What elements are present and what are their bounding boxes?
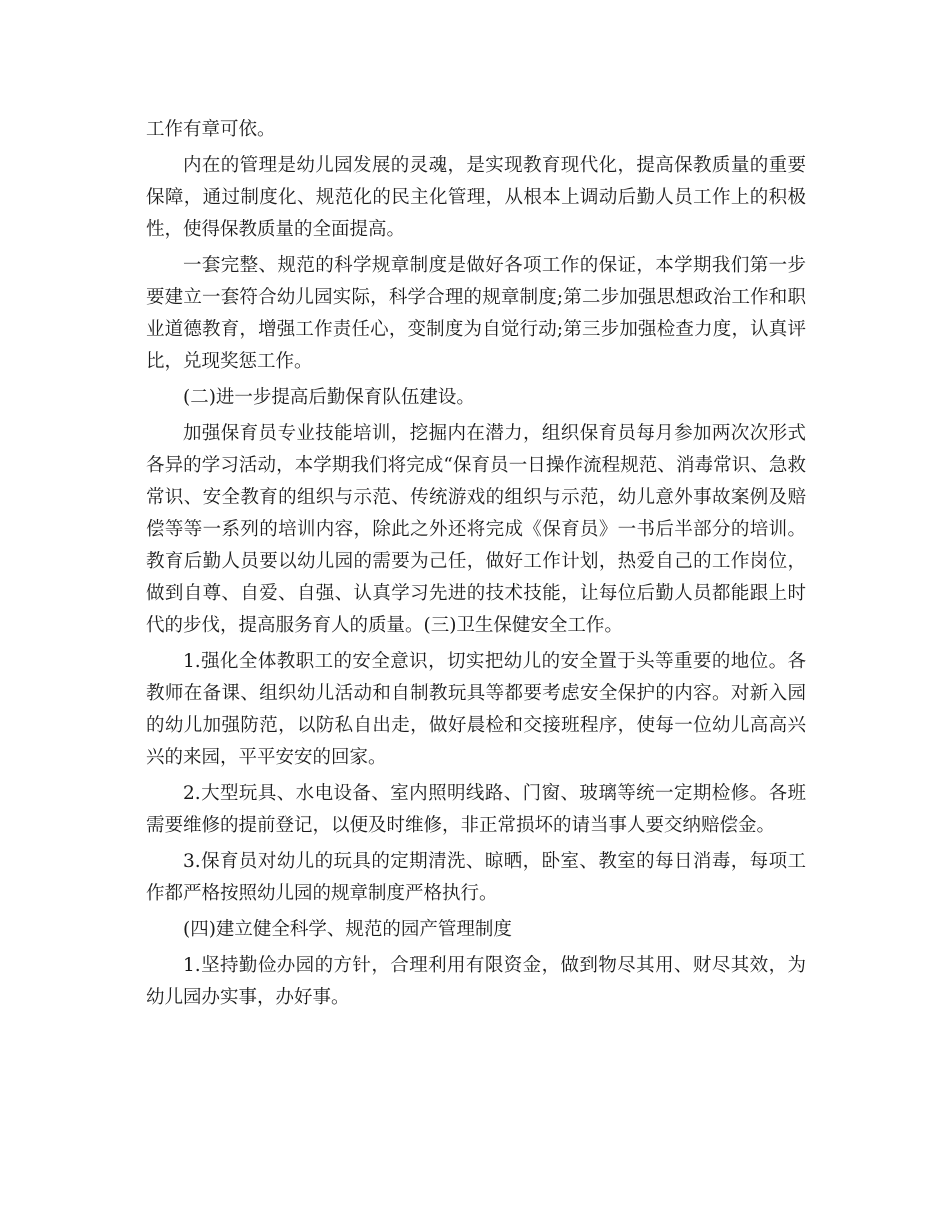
list-item: 2.大型玩具、水电设备、室内照明线路、门窗、玻璃等统一定期检修。各班需要维修的提前登记，以便及时维修，非正常损坏的请当事人要交纳赔偿金。 — [146, 783, 806, 836]
list-item: 1.强化全体教职工的安全意识，切实把幼儿的安全置于头等重要的地位。各教师在备课、组织幼儿活动和自制教玩具等都要考虑安全保护的内容。对新入园的幼儿加强防范，以防私自出走，做好晨检和交接班程序，使每一位幼儿高高兴兴的来园，平平安安的回家。 — [146, 651, 806, 768]
paragraph: 加强保育员专业技能培训，挖掘内在潜力，组织保育员每月参加两次次形式各异的学习活动，本学期我们将完成“保育员一日操作流程规范、消毒常识、急救常识、安全教育的组织与示范、传统游戏的组织与示范，幼儿意外事故案例及赔偿等等一系列的培训内容，除此之外还将完成《保育员》一书后半部分的培训。教育后勤人员要以幼儿园的需要为己任，做好工作计划，热爱自己的工作岗位，做到自尊、自爱、自强、认真学习先进的技术技能，让每位后勤人员都能跟上时代的步伐，提高服务育人的质量。(三)卫生保健安全工作。 — [146, 423, 806, 636]
list-item: 1.坚持勤俭办园的方针，合理利用有限资金，做到物尽其用、财尽其效，为幼儿园办实事，办好事。 — [146, 955, 806, 1008]
paragraph: 一套完整、规范的科学规章制度是做好各项工作的保证，本学期我们第一步要建立一套符合幼儿园实际，科学合理的规章制度;第二步加强思想政治工作和职业道德教育，增强工作责任心，变制度为自觉行动;第三步加强检查力度，认真评比，兑现奖惩工作。 — [146, 255, 806, 372]
document-body — [146, 114, 806, 1018]
section-heading: (四)建立健全科学、规范的园产管理制度 — [183, 919, 512, 940]
section-heading: (二)进一步提高后勤保育队伍建设。 — [183, 387, 475, 408]
paragraph: 工作有章可依。 — [146, 119, 276, 140]
list-item: 3.保育员对幼儿的玩具的定期清洗、晾晒，卧室、教室的每日消毒，每项工作都严格按照幼儿园的规章制度严格执行。 — [146, 851, 806, 904]
paragraph: 内在的管理是幼儿园发展的灵魂，是实现教育现代化，提高保教质量的重要保障，通过制度化、规范化的民主化管理，从根本上调动后勤人员工作上的积极性，使得保教质量的全面提高。 — [146, 155, 806, 240]
